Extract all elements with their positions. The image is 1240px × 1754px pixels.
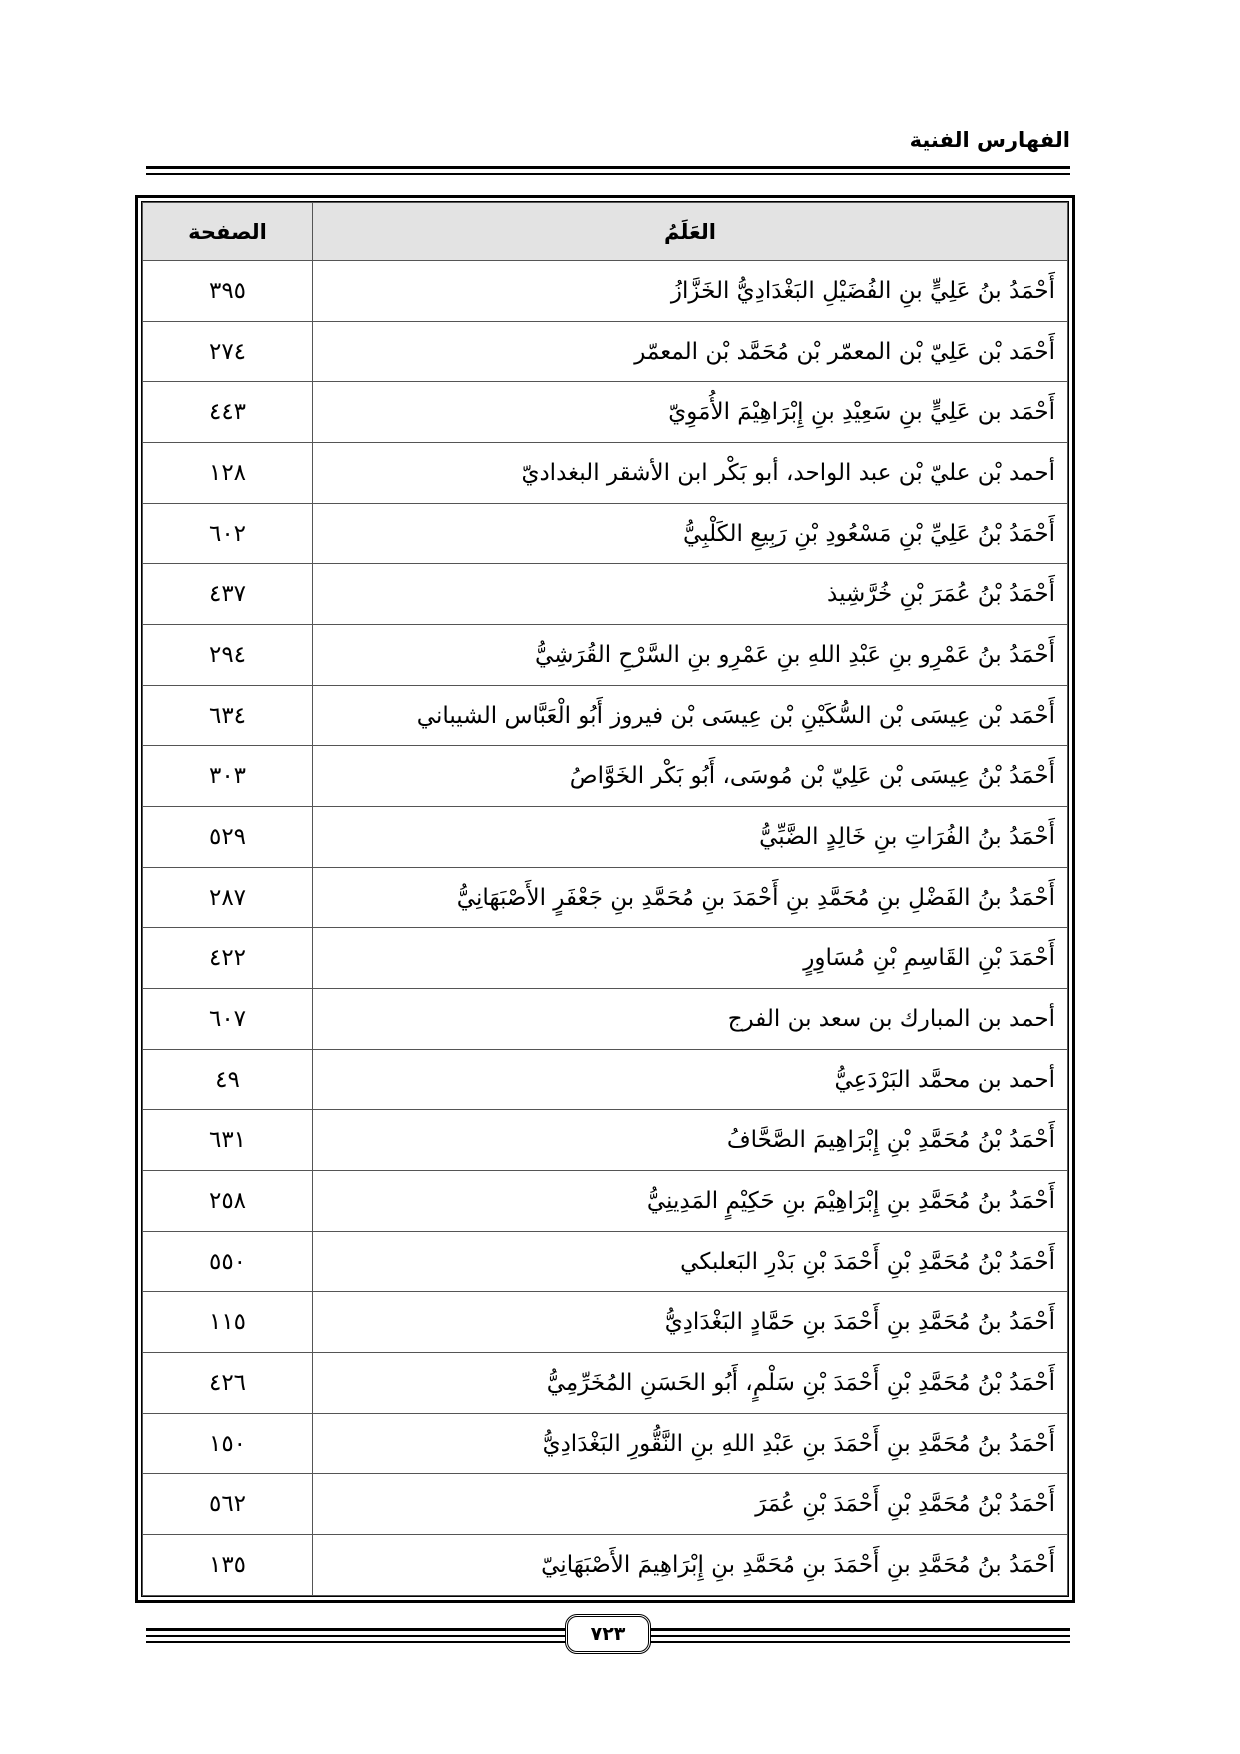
page-footer <box>146 1614 1070 1654</box>
entry-page-number: ٢٩٤ <box>143 625 313 686</box>
entry-page-number: ٣٠٣ <box>143 746 313 807</box>
table-row <box>143 321 1068 382</box>
entry-name: أَحْمَدُ بنُ مُحَمَّدِ بنِ إِبْرَاهِيْمَ بنِ حَكِيْمٍ المَدِينِيُّ <box>313 1171 1068 1232</box>
entry-page-number: ٥٦٢ <box>143 1474 313 1535</box>
entry-name: أَحْمَد بن عَلِيٍّ بنِ سَعِيْدِ بنِ إِبْرَاهِيْمَ الأُمَوِيّ <box>313 382 1068 443</box>
entry-page-number: ٤٢٦ <box>143 1353 313 1414</box>
index-table-frame <box>135 195 1075 1603</box>
entry-name: أَحْمَدُ بْنُ مُحَمَّدِ بْنِ إِبْرَاهِيمَ الصَّحَّافُ <box>313 1110 1068 1171</box>
index-table-inner-border <box>141 201 1069 1597</box>
entry-page-number: ١٢٨ <box>143 443 313 504</box>
entry-name: أَحْمَدُ بنُ عَلِيٍّ بنِ الفُضَيْلِ البَغْدَادِيُّ الخَزَّازُ <box>313 261 1068 322</box>
entry-name: أَحْمَدُ بْنُ مُحَمَّدِ بْنِ أَحْمَدَ بْنِ عُمَرَ <box>313 1474 1068 1535</box>
column-header-name: العَلَمُ <box>313 203 1068 261</box>
table-row <box>143 989 1068 1050</box>
table-row <box>143 382 1068 443</box>
table-row <box>143 685 1068 746</box>
entry-name: أَحْمَدَ بْنِ القَاسِمِ بْنِ مُسَاوِرٍ <box>313 928 1068 989</box>
table-row <box>143 1110 1068 1171</box>
entry-page-number: ٢٥٨ <box>143 1171 313 1232</box>
entry-name: أحمد بن محمَّد البَرْدَعِيُّ <box>313 1049 1068 1110</box>
table-header-row <box>143 203 1068 261</box>
entry-name: أَحْمَدُ بنُ مُحَمَّدِ بنِ أَحْمَدَ بنِ عَبْدِ اللهِ بنِ النَّقُّورِ البَغْدَادِيُّ <box>313 1413 1068 1474</box>
table-row <box>143 261 1068 322</box>
table-row <box>143 1474 1068 1535</box>
entry-name: أَحْمَد بْن عِيسَى بْن السُّكَيْنِ بْن عِيسَى بْن فيروز أَبُو الْعَبَّاس الشيباني <box>313 685 1068 746</box>
table-row <box>143 1292 1068 1353</box>
entry-page-number: ٤٣٧ <box>143 564 313 625</box>
page-number-badge: ٧٢٣ <box>565 1614 651 1654</box>
entry-name: أحمد بْن عليّ بْن عبد الواحد، أبو بَكْر ابن الأشقر البغداديّ <box>313 443 1068 504</box>
entry-page-number: ١٣٥ <box>143 1535 313 1596</box>
table-row <box>143 443 1068 504</box>
table-body <box>143 261 1068 1596</box>
entry-page-number: ٦٠٧ <box>143 989 313 1050</box>
table-row <box>143 1171 1068 1232</box>
header-rule-thin <box>146 173 1070 175</box>
entry-name: أَحْمَدُ بْنُ عِيسَى بْن عَلِيّ بْن مُوسَى، أَبُو بَكْر الخَوَّاصُ <box>313 746 1068 807</box>
entry-name: أَحْمَدُ بنُ مُحَمَّدِ بنِ أَحْمَدَ بنِ مُحَمَّدِ بنِ إِبْرَاهِيمَ الأَصْبَهَانِيّ <box>313 1535 1068 1596</box>
entry-name: أَحْمَدُ بْنُ مُحَمَّدِ بْنِ أَحْمَدَ بْنِ بَدْرِ البَعلبكي <box>313 1231 1068 1292</box>
entry-page-number: ٢٧٤ <box>143 321 313 382</box>
entry-page-number: ٥٥٠ <box>143 1231 313 1292</box>
table-row <box>143 503 1068 564</box>
entry-page-number: ١١٥ <box>143 1292 313 1353</box>
entry-page-number: ١٥٠ <box>143 1413 313 1474</box>
table-row <box>143 564 1068 625</box>
entry-page-number: ٦٣١ <box>143 1110 313 1171</box>
entry-name: أَحْمَدُ بنُ الفَضْلِ بنِ مُحَمَّدِ بنِ أَحْمَدَ بنِ مُحَمَّدِ بنِ جَعْفَرٍ الأَصْبَهَانِيُّ <box>313 867 1068 928</box>
entry-name: أَحْمَدُ بنُ عَمْرِو بنِ عَبْدِ اللهِ بنِ عَمْرِو بنِ السَّرْحِ القُرَشِيُّ <box>313 625 1068 686</box>
entry-page-number: ٦٠٢ <box>143 503 313 564</box>
entry-name: أَحْمَدُ بْنُ عُمَرَ بْنِ خُرَّشِيذ <box>313 564 1068 625</box>
entry-page-number: ٤٤٣ <box>143 382 313 443</box>
table-row <box>143 1413 1068 1474</box>
column-header-page: الصفحة <box>143 203 313 261</box>
entry-page-number: ٥٢٩ <box>143 807 313 868</box>
table-row <box>143 1231 1068 1292</box>
header-double-rule <box>146 166 1070 177</box>
entry-name: أَحْمَدُ بْنُ عَلِيِّ بْنِ مَسْعُودِ بْنِ رَبِيعِ الكَلْبِيُّ <box>313 503 1068 564</box>
entry-page-number: ٤٢٢ <box>143 928 313 989</box>
entry-page-number: ٢٨٧ <box>143 867 313 928</box>
names-index-table <box>142 202 1068 1596</box>
table-row <box>143 928 1068 989</box>
table-row <box>143 807 1068 868</box>
running-header-title: الفهارس الفنية <box>909 128 1070 152</box>
table-row <box>143 867 1068 928</box>
entry-name: أَحْمَدُ بْنُ مُحَمَّدِ بْنِ أَحْمَدَ بْنِ سَلْمٍ، أَبُو الحَسَنِ المُخَرِّمِيُّ <box>313 1353 1068 1414</box>
table-row <box>143 1049 1068 1110</box>
table-row <box>143 1353 1068 1414</box>
entry-page-number: ٦٣٤ <box>143 685 313 746</box>
table-row <box>143 746 1068 807</box>
entry-name: أَحْمَد بْن عَلِيّ بْن المعمّر بْن مُحَمَّد بْن المعمّر <box>313 321 1068 382</box>
entry-page-number: ٣٩٥ <box>143 261 313 322</box>
entry-page-number: ٤٩ <box>143 1049 313 1110</box>
table-row <box>143 1535 1068 1596</box>
entry-name: أحمد بن المبارك بن سعد بن الفرج <box>313 989 1068 1050</box>
entry-name: أَحْمَدُ بنُ الفُرَاتِ بنِ خَالِدٍ الضَّبِّيُّ <box>313 807 1068 868</box>
header-rule-thick <box>146 166 1070 169</box>
table-row <box>143 625 1068 686</box>
entry-name: أَحْمَدُ بنُ مُحَمَّدِ بنِ أَحْمَدَ بنِ حَمَّادٍ البَغْدَادِيُّ <box>313 1292 1068 1353</box>
